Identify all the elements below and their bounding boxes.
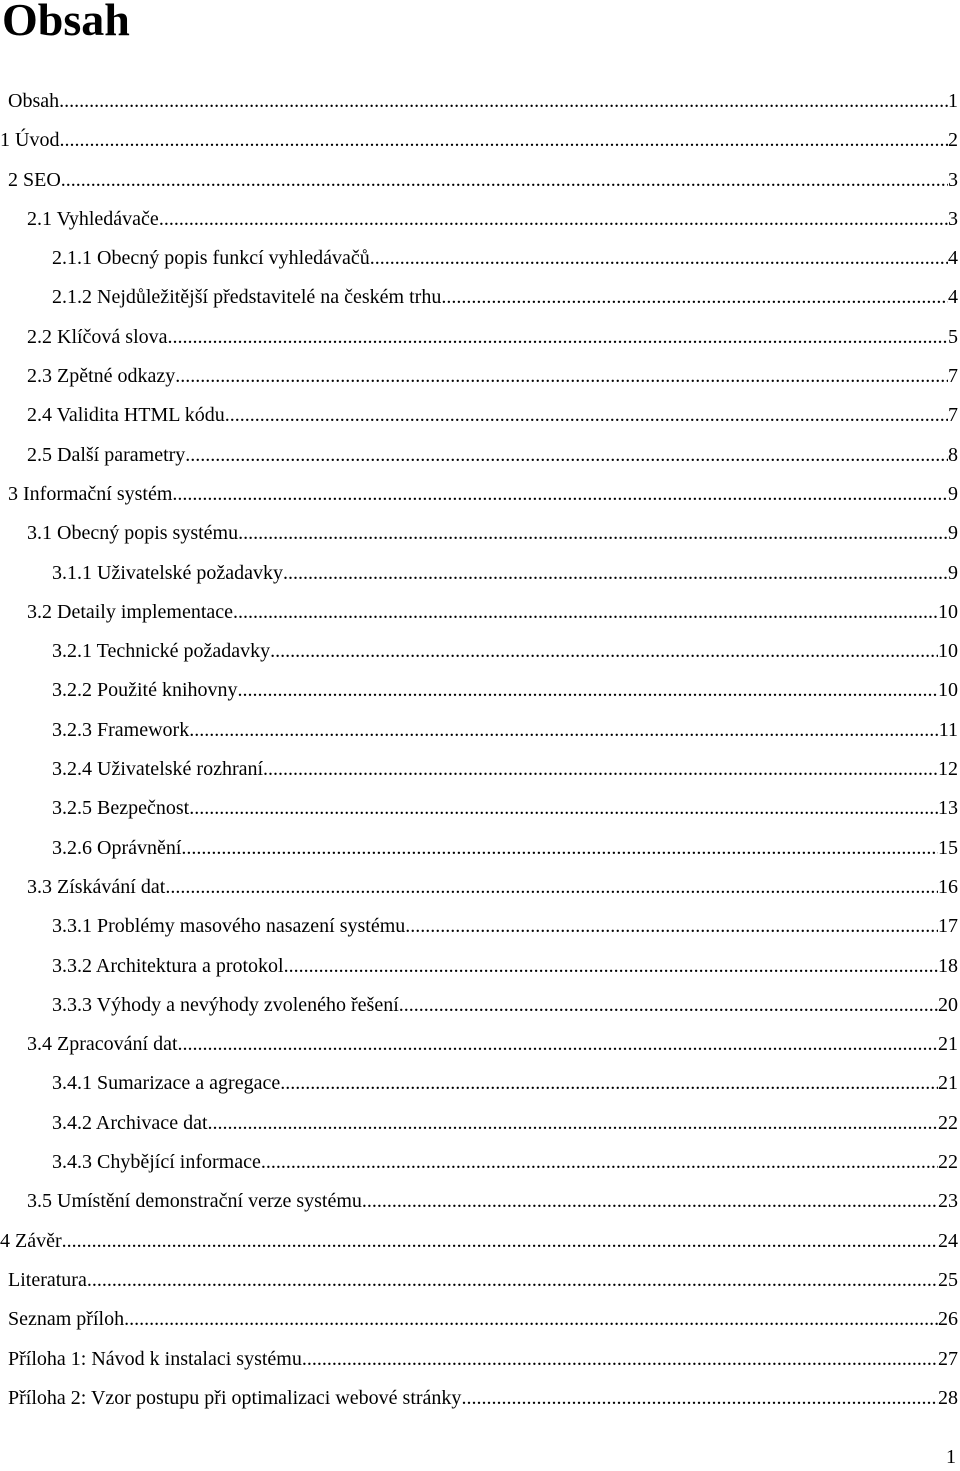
dot-leader bbox=[168, 318, 948, 357]
toc-entry[interactable] bbox=[0, 475, 960, 514]
toc-entry-label: 3.3.3 Výhody a nevýhody zvoleného řešení bbox=[52, 993, 399, 1016]
toc-entry-label: 3.2.3 Framework bbox=[52, 718, 190, 741]
dot-leader bbox=[165, 868, 938, 907]
dot-leader bbox=[159, 200, 948, 239]
dot-leader bbox=[405, 907, 938, 946]
toc-entry[interactable] bbox=[0, 1182, 960, 1221]
toc-entry[interactable] bbox=[0, 396, 960, 435]
toc-entry-label: Seznam příloh bbox=[8, 1308, 125, 1331]
dot-leader bbox=[270, 632, 938, 671]
toc-entry-page: 20 bbox=[938, 993, 958, 1016]
toc-entry-page: 9 bbox=[948, 482, 958, 505]
toc-entry[interactable] bbox=[0, 907, 960, 946]
toc-entry-page: 5 bbox=[948, 325, 958, 348]
toc-entry-page: 27 bbox=[938, 1347, 958, 1370]
toc-entry[interactable] bbox=[0, 1300, 960, 1339]
toc-entry[interactable] bbox=[0, 436, 960, 475]
toc-entry-page: 16 bbox=[938, 875, 958, 898]
toc-entry-label: 3.3.2 Architektura a protokol bbox=[52, 954, 284, 977]
toc-entry[interactable] bbox=[0, 711, 960, 750]
dot-leader bbox=[62, 1222, 938, 1261]
toc-entry-label: 3.4 Zpracování dat bbox=[27, 1033, 178, 1056]
toc-entry[interactable] bbox=[0, 1064, 960, 1103]
dot-leader bbox=[189, 711, 939, 750]
toc-entry-page: 28 bbox=[938, 1386, 958, 1409]
dot-leader bbox=[59, 82, 948, 121]
toc-entry-label: 3.1.1 Uživatelské požadavky bbox=[52, 561, 284, 584]
dot-leader bbox=[283, 554, 948, 593]
dot-leader bbox=[225, 396, 948, 435]
dot-leader bbox=[87, 1261, 938, 1300]
toc-entry-page: 9 bbox=[948, 561, 958, 584]
toc-entry-label: 3.2.2 Použité knihovny bbox=[52, 679, 238, 702]
toc-entry-page: 23 bbox=[938, 1190, 958, 1213]
dot-leader bbox=[124, 1300, 938, 1339]
dot-leader bbox=[61, 161, 948, 200]
toc-entry-page: 11 bbox=[938, 718, 958, 741]
toc-entry-page: 4 bbox=[948, 247, 958, 270]
toc-entry-page: 18 bbox=[938, 954, 958, 977]
toc-entry-page: 10 bbox=[938, 600, 958, 623]
toc-entry[interactable] bbox=[0, 161, 960, 200]
toc-entry-label: 1 Úvod bbox=[0, 129, 60, 152]
toc-entry[interactable] bbox=[0, 986, 960, 1025]
toc-entry-page: 10 bbox=[938, 640, 958, 663]
toc-entry-page: 15 bbox=[938, 836, 958, 859]
toc-entry[interactable] bbox=[0, 357, 960, 396]
toc-entry[interactable] bbox=[0, 121, 960, 160]
toc-entry[interactable] bbox=[0, 1261, 960, 1300]
toc-entry[interactable] bbox=[0, 1340, 960, 1379]
toc-entry[interactable] bbox=[0, 318, 960, 357]
toc-entry-label: 2.1.2 Nejdůležitější představitelé na českém trhu bbox=[52, 286, 442, 309]
dot-leader bbox=[284, 947, 938, 986]
toc-entry-page: 22 bbox=[938, 1111, 958, 1134]
dot-leader bbox=[208, 1104, 939, 1143]
toc-entry-page: 7 bbox=[948, 404, 958, 427]
toc-entry-page: 7 bbox=[948, 365, 958, 388]
table-of-contents bbox=[0, 82, 960, 1418]
toc-entry[interactable] bbox=[0, 671, 960, 710]
toc-entry-label: 2.4 Validita HTML kódu bbox=[27, 404, 225, 427]
page-title: Obsah bbox=[2, 0, 130, 45]
dot-leader bbox=[175, 357, 948, 396]
toc-entry-page: 2 bbox=[948, 129, 958, 152]
dot-leader bbox=[59, 121, 948, 160]
dot-leader bbox=[233, 593, 938, 632]
toc-entry-page: 8 bbox=[948, 443, 958, 466]
toc-entry-label: 3.2.1 Technické požadavky bbox=[52, 640, 271, 663]
dot-leader bbox=[181, 829, 938, 868]
toc-entry[interactable] bbox=[0, 514, 960, 553]
toc-entry-label: Obsah bbox=[8, 90, 60, 112]
toc-entry-label: 3.3.1 Problémy masového nasazení systému bbox=[52, 915, 406, 938]
toc-entry-page: 26 bbox=[938, 1308, 958, 1331]
toc-entry-label: Literatura bbox=[8, 1268, 87, 1291]
dot-leader bbox=[185, 436, 948, 475]
toc-entry[interactable] bbox=[0, 1222, 960, 1261]
toc-entry[interactable] bbox=[0, 1104, 960, 1143]
toc-entry-page: 9 bbox=[948, 522, 958, 545]
toc-entry-label: 3.4.1 Sumarizace a agregace bbox=[52, 1072, 281, 1095]
dot-leader bbox=[280, 1064, 938, 1103]
toc-entry-label: 2.5 Další parametry bbox=[27, 443, 186, 466]
toc-entry[interactable] bbox=[0, 868, 960, 907]
toc-entry-label: 3.2.4 Uživatelské rozhraní bbox=[52, 758, 264, 781]
toc-entry[interactable] bbox=[0, 593, 960, 632]
toc-entry[interactable] bbox=[0, 789, 960, 828]
toc-entry[interactable] bbox=[0, 200, 960, 239]
toc-entry-label: 3.5 Umístění demonstrační verze systému bbox=[27, 1190, 362, 1213]
dot-leader bbox=[172, 475, 948, 514]
dot-leader bbox=[302, 1340, 938, 1379]
toc-entry-page: 12 bbox=[938, 758, 958, 781]
dot-leader bbox=[178, 1025, 939, 1064]
toc-entry[interactable] bbox=[0, 1143, 960, 1182]
toc-entry-label: 3.2 Detaily implementace bbox=[27, 600, 234, 623]
dot-leader bbox=[461, 1379, 938, 1418]
toc-entry-page: 13 bbox=[938, 797, 958, 820]
toc-entry-label: 2.2 Klíčová slova bbox=[27, 325, 168, 348]
toc-entry[interactable] bbox=[0, 278, 960, 317]
toc-entry-page: 10 bbox=[938, 679, 958, 702]
toc-entry-page: 4 bbox=[948, 286, 958, 309]
toc-entry-page: 17 bbox=[938, 915, 958, 938]
toc-entry-page: 3 bbox=[948, 168, 958, 191]
toc-entry[interactable] bbox=[0, 632, 960, 671]
dot-leader bbox=[370, 239, 948, 278]
toc-entry-label: 3.4.3 Chybějící informace bbox=[52, 1151, 261, 1174]
toc-entry[interactable] bbox=[0, 750, 960, 789]
toc-entry-page: 3 bbox=[948, 207, 958, 230]
toc-entry-label: 3.3 Získávání dat bbox=[27, 875, 166, 898]
toc-entry-label: 3 Informační systém bbox=[8, 482, 173, 505]
dot-leader bbox=[261, 1143, 938, 1182]
toc-entry-page: 24 bbox=[938, 1229, 958, 1252]
toc-entry-label: 2 SEO bbox=[8, 168, 61, 191]
toc-entry-page: 22 bbox=[938, 1151, 958, 1174]
toc-entry-label: 3.2.5 Bezpečnost bbox=[52, 797, 190, 820]
toc-entry[interactable] bbox=[0, 1379, 960, 1418]
dot-leader bbox=[238, 514, 948, 553]
toc-entry-label: 2.1 Vyhledávače bbox=[27, 207, 159, 230]
toc-entry-page: 21 bbox=[938, 1033, 958, 1056]
toc-entry[interactable] bbox=[0, 554, 960, 593]
dot-leader bbox=[441, 278, 948, 317]
toc-entry[interactable] bbox=[0, 82, 960, 121]
toc-entry-page: 21 bbox=[938, 1072, 958, 1095]
toc-entry-page: 25 bbox=[938, 1268, 958, 1291]
toc-entry[interactable] bbox=[0, 239, 960, 278]
toc-entry[interactable] bbox=[0, 829, 960, 868]
toc-entry-label: Příloha 1: Návod k instalaci systému bbox=[8, 1347, 302, 1370]
toc-entry[interactable] bbox=[0, 1025, 960, 1064]
dot-leader bbox=[263, 750, 938, 789]
toc-entry[interactable] bbox=[0, 947, 960, 986]
dot-leader bbox=[362, 1182, 938, 1221]
toc-entry-label: 3.2.6 Oprávnění bbox=[52, 836, 182, 859]
toc-entry-label: 4 Závěr bbox=[0, 1229, 62, 1252]
toc-entry-label: Příloha 2: Vzor postupu při optimalizaci webové stránky bbox=[8, 1386, 462, 1409]
toc-entry-label: 3.4.2 Archivace dat bbox=[52, 1111, 208, 1134]
toc-entry-page: 1 bbox=[948, 90, 958, 112]
dot-leader bbox=[189, 789, 938, 828]
toc-entry-label: 2.1.1 Obecný popis funkcí vyhledávačů bbox=[52, 247, 370, 270]
toc-entry-label: 3.1 Obecný popis systému bbox=[27, 522, 239, 545]
dot-leader bbox=[238, 671, 938, 710]
dot-leader bbox=[399, 986, 938, 1025]
toc-entry-label: 2.3 Zpětné odkazy bbox=[27, 365, 176, 388]
page-number: 1 bbox=[946, 1446, 956, 1468]
